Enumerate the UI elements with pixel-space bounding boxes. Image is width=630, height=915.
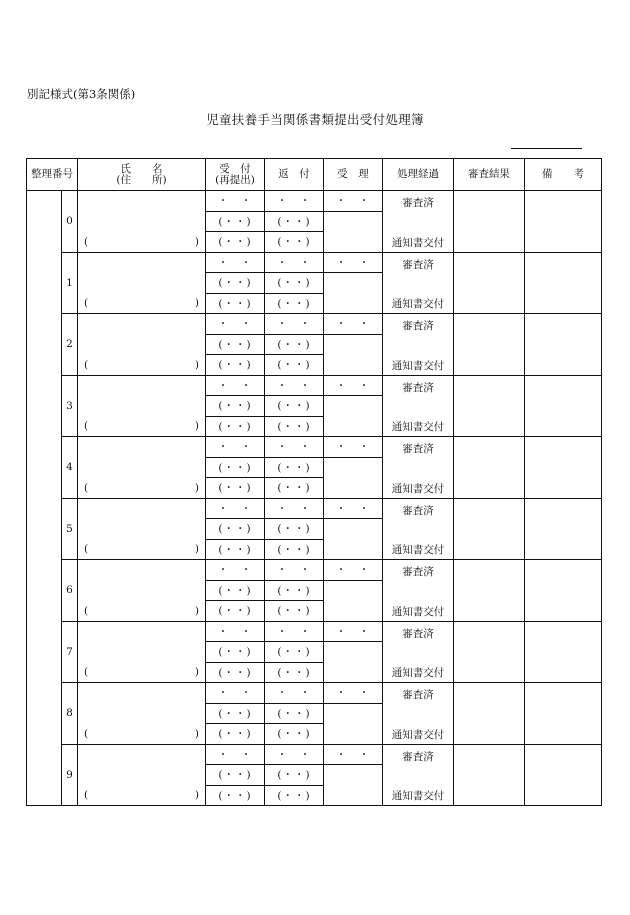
result-cell[interactable] xyxy=(454,191,525,253)
address-paren-open: ( xyxy=(84,358,89,371)
result-cell[interactable] xyxy=(454,560,525,622)
process-reviewed: 審査済 xyxy=(402,750,434,763)
return-date[interactable]: ・ ・ xyxy=(265,314,324,335)
resubmit-date-2[interactable]: (・・) xyxy=(206,478,265,499)
name-field-mid[interactable] xyxy=(78,765,206,786)
table-row xyxy=(27,375,602,396)
ledger-body xyxy=(27,191,602,806)
name-field[interactable] xyxy=(78,314,206,335)
row-number: 7 xyxy=(62,621,78,683)
ledger-table xyxy=(26,158,602,806)
process-reviewed: 審査済 xyxy=(402,381,434,394)
result-cell[interactable] xyxy=(454,498,525,560)
address-paren-open: ( xyxy=(84,666,89,678)
name-field[interactable] xyxy=(78,437,206,458)
remarks-cell[interactable] xyxy=(525,621,602,683)
address-paren-open: ( xyxy=(84,727,89,740)
acceptance-empty[interactable] xyxy=(324,703,383,744)
name-field[interactable] xyxy=(78,252,206,273)
return-date[interactable]: ・ ・ xyxy=(265,683,324,704)
address-paren-close: ) xyxy=(194,604,199,617)
acceptance-empty[interactable] xyxy=(324,519,383,560)
result-cell[interactable] xyxy=(454,252,525,314)
receipt-date[interactable]: ・ ・ xyxy=(206,744,265,765)
return-date-3[interactable]: (・・) xyxy=(265,724,324,745)
address-paren-close: ) xyxy=(194,297,199,309)
header-return: 返 付 xyxy=(265,159,324,191)
return-date-3[interactable]: (・・) xyxy=(265,416,324,437)
acceptance-empty[interactable] xyxy=(324,273,383,314)
name-field[interactable] xyxy=(78,375,206,396)
acceptance-date[interactable]: ・ ・ xyxy=(324,252,383,273)
acceptance-empty[interactable] xyxy=(324,765,383,806)
acceptance-date[interactable]: ・ ・ xyxy=(324,498,383,519)
address-paren-open: ( xyxy=(84,543,89,555)
header-result: 審査結果 xyxy=(454,159,525,191)
process-notice-issued: 通知書交付 xyxy=(391,421,445,433)
result-cell[interactable] xyxy=(454,314,525,376)
header-row xyxy=(27,159,602,191)
row-number: 4 xyxy=(62,437,78,499)
table-row xyxy=(27,498,602,519)
process-cell xyxy=(383,375,454,437)
resubmit-date-2[interactable]: (・・) xyxy=(206,232,265,253)
process-notice-issued: 通知書交付 xyxy=(391,298,445,310)
acceptance-date[interactable]: ・ ・ xyxy=(324,375,383,396)
name-field[interactable] xyxy=(78,744,206,765)
corner-underline xyxy=(511,148,582,149)
table-row xyxy=(27,683,602,704)
process-cell xyxy=(383,314,454,376)
resubmit-date-2[interactable]: (・・) xyxy=(206,601,265,622)
process-reviewed: 審査済 xyxy=(402,504,434,517)
remarks-cell[interactable] xyxy=(525,744,602,806)
receipt-date[interactable]: ・ ・ xyxy=(206,314,265,335)
table-row xyxy=(27,252,602,273)
address-paren-close: ) xyxy=(194,666,199,678)
row-number: 3 xyxy=(62,375,78,437)
receipt-date[interactable]: ・ ・ xyxy=(206,437,265,458)
process-reviewed: 審査済 xyxy=(402,689,434,701)
acceptance-date[interactable]: ・ ・ xyxy=(324,314,383,335)
acceptance-empty[interactable] xyxy=(324,580,383,621)
return-date[interactable]: ・ ・ xyxy=(265,252,324,273)
acceptance-empty[interactable] xyxy=(324,211,383,252)
remarks-cell[interactable] xyxy=(525,560,602,622)
acceptance-empty[interactable] xyxy=(324,396,383,437)
resubmit-date-2[interactable]: (・・) xyxy=(206,416,265,437)
return-date-2[interactable]: (・・) xyxy=(265,580,324,601)
resubmit-date-2[interactable]: (・・) xyxy=(206,724,265,745)
return-date[interactable]: ・ ・ xyxy=(265,498,324,519)
return-date-2[interactable]: (・・) xyxy=(265,519,324,540)
resubmit-date[interactable]: (・・) xyxy=(206,765,265,786)
address-field[interactable] xyxy=(78,355,206,376)
resubmit-date[interactable]: (・・) xyxy=(206,519,265,540)
address-field[interactable] xyxy=(78,539,206,560)
address-field[interactable] xyxy=(78,416,206,437)
row-number: 2 xyxy=(62,314,78,376)
resubmit-date[interactable]: (・・) xyxy=(206,396,265,417)
process-cell xyxy=(383,437,454,499)
resubmit-date[interactable]: (・・) xyxy=(206,703,265,724)
process-cell xyxy=(383,498,454,560)
name-field[interactable] xyxy=(78,560,206,581)
process-cell xyxy=(383,683,454,745)
name-field-mid[interactable] xyxy=(78,396,206,417)
table-row xyxy=(27,560,602,581)
process-reviewed: 審査済 xyxy=(402,258,434,271)
table-row xyxy=(27,191,602,212)
return-date-3[interactable]: (・・) xyxy=(265,293,324,314)
acceptance-empty[interactable] xyxy=(324,642,383,683)
header-acceptance: 受 理 xyxy=(324,159,383,191)
address-paren-open: ( xyxy=(84,604,89,617)
process-cell xyxy=(383,191,454,253)
name-field[interactable] xyxy=(78,191,206,212)
address-paren-close: ) xyxy=(194,235,199,248)
return-date-3[interactable]: (・・) xyxy=(265,785,324,806)
name-field[interactable] xyxy=(78,621,206,642)
number-left-cell xyxy=(27,191,62,806)
row-number: 1 xyxy=(62,252,78,314)
acceptance-date[interactable]: ・ ・ xyxy=(324,744,383,765)
resubmit-date-2[interactable]: (・・) xyxy=(206,662,265,683)
address-field[interactable] xyxy=(78,724,206,745)
receipt-date[interactable]: ・ ・ xyxy=(206,375,265,396)
return-date[interactable]: ・ ・ xyxy=(265,560,324,581)
address-paren-close: ) xyxy=(194,727,199,740)
receipt-date[interactable]: ・ ・ xyxy=(206,191,265,212)
acceptance-date[interactable]: ・ ・ xyxy=(324,560,383,581)
remarks-cell[interactable] xyxy=(525,498,602,560)
resubmit-date[interactable]: (・・) xyxy=(206,457,265,478)
name-field-mid[interactable] xyxy=(78,580,206,601)
header-name xyxy=(78,159,206,191)
result-cell[interactable] xyxy=(454,683,525,745)
row-number: 5 xyxy=(62,498,78,560)
remarks-cell[interactable] xyxy=(525,314,602,376)
address-paren-open: ( xyxy=(84,420,89,432)
receipt-date[interactable]: ・ ・ xyxy=(206,683,265,704)
form-label: 別記様式(第3条関係) xyxy=(27,87,136,101)
process-notice-issued: 通知書交付 xyxy=(391,236,445,249)
row-number: 8 xyxy=(62,683,78,745)
resubmit-date[interactable]: (・・) xyxy=(206,334,265,355)
row-number: 6 xyxy=(62,560,78,622)
process-notice-issued: 通知書交付 xyxy=(391,667,445,679)
resubmit-date-2[interactable]: (・・) xyxy=(206,785,265,806)
address-paren-close: ) xyxy=(194,420,199,432)
process-notice-issued: 通知書交付 xyxy=(391,359,445,372)
address-paren-close: ) xyxy=(194,358,199,371)
remarks-cell[interactable] xyxy=(525,437,602,499)
return-date-3[interactable]: (・・) xyxy=(265,539,324,560)
table-row xyxy=(27,744,602,765)
name-field-mid[interactable] xyxy=(78,457,206,478)
return-date-2[interactable]: (・・) xyxy=(265,642,324,663)
process-reviewed: 審査済 xyxy=(402,627,434,640)
resubmit-date-2[interactable]: (・・) xyxy=(206,355,265,376)
resubmit-date[interactable]: (・・) xyxy=(206,642,265,663)
process-cell xyxy=(383,744,454,806)
process-notice-issued: 通知書交付 xyxy=(391,482,445,495)
header-receipt-line1: 受 付 xyxy=(219,162,251,175)
name-field-mid[interactable] xyxy=(78,211,206,232)
name-field-mid[interactable] xyxy=(78,273,206,294)
return-date-3[interactable]: (・・) xyxy=(265,662,324,683)
receipt-date[interactable]: ・ ・ xyxy=(206,498,265,519)
address-field[interactable] xyxy=(78,232,206,253)
process-notice-issued: 通知書交付 xyxy=(391,544,445,556)
result-cell[interactable] xyxy=(454,744,525,806)
return-date-2[interactable]: (・・) xyxy=(265,211,324,232)
address-paren-close: ) xyxy=(194,481,199,494)
acceptance-empty[interactable] xyxy=(324,334,383,375)
return-date-2[interactable]: (・・) xyxy=(265,273,324,294)
remarks-cell[interactable] xyxy=(525,683,602,745)
acceptance-date[interactable]: ・ ・ xyxy=(324,683,383,704)
resubmit-date-2[interactable]: (・・) xyxy=(206,539,265,560)
address-paren-open: ( xyxy=(84,789,89,801)
receipt-date[interactable]: ・ ・ xyxy=(206,560,265,581)
remarks-cell[interactable] xyxy=(525,191,602,253)
name-field[interactable] xyxy=(78,683,206,704)
process-notice-issued: 通知書交付 xyxy=(391,728,445,741)
acceptance-date[interactable]: ・ ・ xyxy=(324,191,383,212)
receipt-date[interactable]: ・ ・ xyxy=(206,621,265,642)
resubmit-date-2[interactable]: (・・) xyxy=(206,293,265,314)
header-name-line1: 氏 名 xyxy=(120,162,163,175)
return-date-3[interactable]: (・・) xyxy=(265,478,324,499)
header-receipt-line2: (再提出) xyxy=(215,173,255,186)
return-date-3[interactable]: (・・) xyxy=(265,601,324,622)
return-date[interactable]: ・ ・ xyxy=(265,375,324,396)
return-date-2[interactable]: (・・) xyxy=(265,457,324,478)
return-date[interactable]: ・ ・ xyxy=(265,744,324,765)
table-row xyxy=(27,621,602,642)
return-date-2[interactable]: (・・) xyxy=(265,765,324,786)
header-name-line2: (住 所) xyxy=(116,173,167,186)
process-reviewed: 審査済 xyxy=(402,566,434,578)
header-receipt xyxy=(206,159,265,191)
result-cell[interactable] xyxy=(454,375,525,437)
row-number: 0 xyxy=(62,191,78,253)
process-cell xyxy=(383,560,454,622)
remarks-cell[interactable] xyxy=(525,252,602,314)
row-number: 9 xyxy=(62,744,78,806)
address-paren-open: ( xyxy=(84,235,89,248)
address-paren-close: ) xyxy=(194,543,199,555)
resubmit-date[interactable]: (・・) xyxy=(206,580,265,601)
return-date[interactable]: ・ ・ xyxy=(265,437,324,458)
address-field[interactable] xyxy=(78,478,206,499)
address-paren-open: ( xyxy=(84,481,89,494)
process-cell xyxy=(383,252,454,314)
address-paren-close: ) xyxy=(194,789,199,801)
address-field[interactable] xyxy=(78,293,206,314)
process-reviewed: 審査済 xyxy=(402,320,434,332)
return-date-2[interactable]: (・・) xyxy=(265,334,324,355)
header-process: 処理経過 xyxy=(383,159,454,191)
result-cell[interactable] xyxy=(454,437,525,499)
name-field-mid[interactable] xyxy=(78,334,206,355)
return-date-3[interactable]: (・・) xyxy=(265,232,324,253)
receipt-date[interactable]: ・ ・ xyxy=(206,252,265,273)
resubmit-date[interactable]: (・・) xyxy=(206,273,265,294)
name-field-mid[interactable] xyxy=(78,642,206,663)
acceptance-empty[interactable] xyxy=(324,457,383,498)
table-row xyxy=(27,314,602,335)
process-notice-issued: 通知書交付 xyxy=(391,605,445,618)
address-field[interactable] xyxy=(78,601,206,622)
document-title: 児童扶養手当関係書類提出受付処理簿 xyxy=(206,112,424,127)
return-date[interactable]: ・ ・ xyxy=(265,191,324,212)
name-field[interactable] xyxy=(78,498,206,519)
return-date-2[interactable]: (・・) xyxy=(265,396,324,417)
process-reviewed: 審査済 xyxy=(402,197,434,209)
acceptance-date[interactable]: ・ ・ xyxy=(324,437,383,458)
name-field-mid[interactable] xyxy=(78,703,206,724)
process-reviewed: 審査済 xyxy=(402,443,434,455)
remarks-cell[interactable] xyxy=(525,375,602,437)
address-field[interactable] xyxy=(78,662,206,683)
return-date-2[interactable]: (・・) xyxy=(265,703,324,724)
table-row xyxy=(27,437,602,458)
process-cell xyxy=(383,621,454,683)
header-remarks: 備 考 xyxy=(525,159,602,191)
return-date[interactable]: ・ ・ xyxy=(265,621,324,642)
resubmit-date[interactable]: (・・) xyxy=(206,211,265,232)
return-date-3[interactable]: (・・) xyxy=(265,355,324,376)
header-number: 整理番号 xyxy=(27,159,78,191)
address-field[interactable] xyxy=(78,785,206,806)
name-field-mid[interactable] xyxy=(78,519,206,540)
process-notice-issued: 通知書交付 xyxy=(391,790,445,802)
acceptance-date[interactable]: ・ ・ xyxy=(324,621,383,642)
address-paren-open: ( xyxy=(84,297,89,309)
result-cell[interactable] xyxy=(454,621,525,683)
